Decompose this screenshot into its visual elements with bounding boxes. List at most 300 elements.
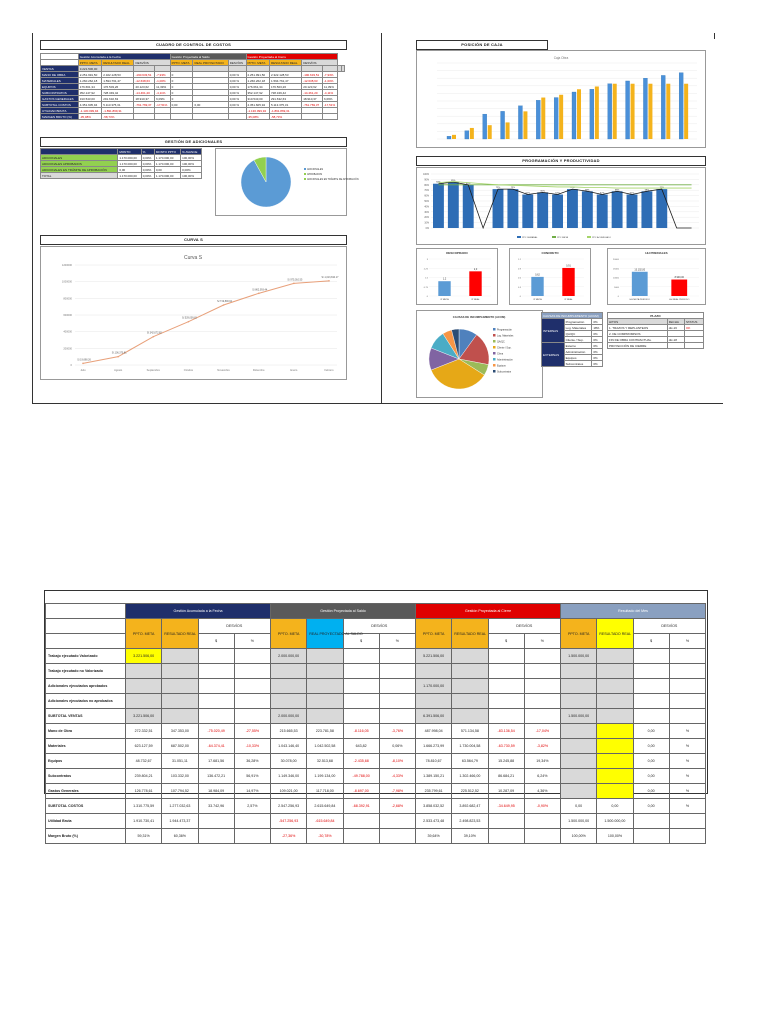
results-cell: [162, 664, 198, 679]
cost-row-label: VENTAS: [41, 66, 79, 72]
kpi-category-label: HH META PERIODO: [629, 299, 650, 301]
causas-legend-label: Cliente / Sup.: [497, 346, 512, 350]
curva-s-chart: [41, 247, 346, 379]
causas-legend-swatch: [493, 340, 496, 343]
prog-bar-label: 62%: [629, 192, 635, 195]
prog-ytick-label: 50%: [424, 201, 429, 203]
results-cell: 18.984,09: [198, 784, 234, 799]
cost-cell: 5.113.375,31: [269, 102, 301, 108]
results-row-label: Gastos Generales: [46, 784, 126, 799]
results-cell: [162, 679, 198, 694]
kpi-ytick-label: 0: [426, 296, 428, 298]
cost-cell: -7,93%: [155, 72, 170, 78]
caja-bar: [559, 95, 563, 139]
cost-cell: 310.543,00: [78, 96, 101, 102]
results-row-label: Utilidad Bruta: [46, 814, 126, 829]
adic-legend-swatch: [304, 168, 306, 170]
plazo-milestone: 1. TRAZOS Y REPLANTEOS: [608, 325, 668, 331]
cost-cell: -17,51%: [322, 102, 337, 108]
cost-cell: 0,00 %: [228, 90, 246, 96]
cost-subheader: REAL PROYECTADO: [193, 60, 228, 66]
cost-cell: 5.113.375,31: [102, 102, 134, 108]
results-cell: [561, 694, 597, 709]
results-cell: 1.500.000,00: [561, 709, 597, 724]
prog-legend-label: PPC ACUMULADO: [592, 237, 611, 239]
results-cell: 19,34%: [524, 754, 560, 769]
results-cell: [633, 649, 669, 664]
cost-cell: -761.769,37: [134, 102, 155, 108]
caja-bar: [679, 73, 683, 139]
adic-header: %: [141, 149, 154, 155]
curva-point: [152, 336, 154, 338]
curva-data-label: S/.975,010.55: [287, 278, 303, 282]
cost-cell: 291.632,63: [102, 96, 134, 102]
results-cell: 4,36%: [524, 784, 560, 799]
cost-cell: [193, 114, 228, 120]
kpi-descoprado-chart: [417, 249, 497, 304]
caja-bar: [523, 111, 527, 139]
cost-cell: 0,00 %: [228, 78, 246, 84]
kpi-bar: [531, 277, 543, 296]
results-cell: [452, 694, 488, 709]
prog-bar: [552, 192, 563, 228]
cost-cell: -58,73%: [102, 114, 134, 120]
results-cell: -2,68%: [379, 799, 415, 814]
results-cell: 2.547.256,93: [271, 799, 307, 814]
results-cell: 1.043.146,40: [271, 739, 307, 754]
adicionales-pie-panel: [215, 148, 359, 216]
results-cell: 3.858.032,52: [416, 799, 452, 814]
cost-cell: -1.891.869,31: [102, 108, 134, 114]
cost-cell: -1,00%: [155, 78, 170, 84]
results-cell: [488, 664, 524, 679]
caja-bar: [447, 136, 451, 139]
caja-bar: [518, 106, 522, 139]
causas-legend-label: Subcontratos: [497, 370, 512, 374]
results-cell: -30,78%: [307, 829, 343, 844]
causas-row-label: Subcontratos: [564, 361, 592, 367]
curva-title: Curva S: [183, 255, 203, 261]
cost-subheader: PPTO. META: [78, 60, 101, 66]
results-cell: 571.134,58: [452, 724, 488, 739]
results-subheader-ppto: PPTO. META: [561, 619, 597, 649]
results-cell: 1.500.000,00: [597, 814, 633, 829]
results-cell: [198, 829, 234, 844]
curva-s-title: CURVA S: [40, 235, 347, 245]
results-cell: [343, 649, 379, 664]
cost-cell: -35,08%: [246, 114, 269, 120]
results-cell: 1.389.150,21: [416, 769, 452, 784]
results-cell: 1.730.004,58: [452, 739, 488, 754]
results-subheader-row: [46, 619, 706, 634]
results-cell: -547.256,93: [271, 814, 307, 829]
results-row: [46, 799, 706, 814]
results-cell: 0,00: [597, 799, 633, 814]
cost-cell: -4,11%: [322, 90, 337, 96]
results-subheader-percent: %: [234, 634, 270, 649]
adic-row-label: ADICIONALES: [41, 155, 118, 161]
results-cell: [271, 679, 307, 694]
results-cell: [379, 814, 415, 829]
prog-bar: [656, 189, 667, 228]
results-row-label: Subcontratos: [46, 769, 126, 784]
curva-xtick-label: Octubre: [183, 369, 194, 372]
prog-bar: [612, 191, 623, 228]
cost-cell: 20.123,62: [302, 84, 323, 90]
caja-bar: [470, 128, 474, 139]
cost-cell: 0,00: [170, 102, 193, 108]
plazo-header: STATUS: [685, 319, 704, 325]
causas-row-label: Administración: [564, 349, 592, 355]
kpi-concreto-panel: [509, 248, 591, 305]
adic-cell: 0,00%: [141, 161, 154, 167]
results-cell: [561, 784, 597, 799]
cost-cell: 1.260.262,18: [246, 78, 269, 84]
kpi-descoprado-panel: [416, 248, 498, 305]
results-subheader-amount: $: [488, 634, 524, 649]
adicionales-title: GESTIÓN DE ADICIONALES: [40, 137, 347, 147]
results-row-label: Equipos: [46, 754, 126, 769]
cost-cell: 0,00 %: [228, 72, 246, 78]
results-row-label: SUBTOTAL VENTAS: [46, 709, 126, 724]
adic-row: [41, 173, 202, 179]
causas-legend-label: Log. Materiales: [497, 334, 514, 338]
results-cell: %: [669, 784, 705, 799]
prog-bar-label: 82%: [436, 181, 441, 184]
plazo-header: HITOS: [608, 319, 668, 325]
results-subheader-desvios: DESVÍOS: [633, 619, 706, 634]
prog-legend-label: PPC SEMANAL: [522, 237, 538, 239]
curva-xtick-label: Septiembre: [146, 369, 160, 372]
prog-bar-label: 68%: [614, 189, 620, 192]
results-cell: 1.666.273,99: [416, 739, 452, 754]
results-row: [46, 679, 706, 694]
caja-bar: [661, 75, 665, 139]
results-cell: [669, 694, 705, 709]
results-cell: [307, 709, 343, 724]
results-cell: [452, 679, 488, 694]
cost-cell: [134, 114, 155, 120]
causas-legend-swatch: [493, 346, 496, 349]
cost-cell: 352.147,92: [78, 90, 101, 96]
results-cell: -17,04%: [524, 724, 560, 739]
cost-cell: 0: [170, 72, 193, 78]
results-cell: -8.116,05: [343, 724, 379, 739]
cost-row-label: GASTOS GENERALES: [41, 96, 79, 102]
cost-cell: -14.461,20: [302, 90, 323, 96]
causas-row-value: 0%: [592, 349, 603, 355]
results-row: [46, 769, 706, 784]
caja-bar: [483, 114, 487, 139]
kpi-bar: [562, 268, 574, 296]
results-cell: [162, 709, 198, 724]
kpi-hh-chart: [608, 249, 705, 304]
causas-side-label: INTERNAS: [542, 319, 565, 343]
results-row-label: Trabajo ejecutado Valorizado: [46, 649, 126, 664]
results-cell: [343, 709, 379, 724]
results-cell: 225.512,52: [452, 784, 488, 799]
results-cell: 3.221.506,00: [126, 709, 162, 724]
cost-cell: 1.594.761,47: [102, 78, 134, 84]
plazo-date: [667, 343, 684, 349]
adic-legend-label: ADICIONALES EN TRÁMITE DE APROBACIÓN: [307, 178, 359, 181]
results-row: [46, 649, 706, 664]
cost-cell: 2.322.128,53: [269, 72, 301, 78]
results-cell: 39,10%: [452, 829, 488, 844]
results-cell: 6.391.506,00: [416, 709, 452, 724]
prog-bar-label: 72%: [510, 187, 516, 190]
cost-cell: 2.322.128,53: [102, 72, 134, 78]
results-row-label: SUBTOTAL COSTOS: [46, 799, 126, 814]
cost-subheader: DESVÍOS: [228, 60, 246, 66]
causas-row-value: 0%: [592, 337, 603, 343]
results-cell: -68.392,91: [343, 799, 379, 814]
results-cell: [633, 829, 669, 844]
plazo-date: dic-16: [667, 325, 684, 331]
results-cell: [416, 694, 452, 709]
cost-cell: -1.130.099,94: [78, 108, 101, 114]
curva-ytick-label: 800000: [63, 297, 72, 301]
curva-ytick-label: 1000000: [61, 280, 72, 284]
kpi-ytick-label: 3: [426, 259, 428, 261]
cost-subheader: RESULTADO REAL: [269, 60, 301, 66]
prog-ytick-label: 80%: [424, 184, 429, 187]
prog-bar-label: 62%: [525, 192, 530, 195]
results-cell: [597, 769, 633, 784]
kpi-bar-value: 8.900,00: [674, 276, 684, 280]
results-cell: 31.051,11: [162, 754, 198, 769]
programacion-chart: [417, 168, 705, 244]
results-row: [46, 754, 706, 769]
results-group-header: Resultado del Mes: [561, 604, 706, 619]
results-cell: 1.944.473,37: [162, 814, 198, 829]
results-cell: [597, 664, 633, 679]
results-cell: 100,00%: [561, 829, 597, 844]
adic-cell: 1.170.000,00: [118, 173, 141, 179]
kpi-hh-panel: [607, 248, 706, 305]
results-cell: -27,55%: [234, 724, 270, 739]
results-cell: [379, 664, 415, 679]
results-cell: [669, 649, 705, 664]
causas-side-label: EXTERNAS: [542, 343, 565, 367]
cost-cell: -1,00%: [322, 78, 337, 84]
results-subheader-percent: %: [524, 634, 560, 649]
results-cell: [669, 679, 705, 694]
cost-row-label: SUBTOTAL COSTOS: [41, 102, 79, 108]
results-cell: %: [669, 799, 705, 814]
results-cell: -2.435,68: [343, 754, 379, 769]
results-cell: [198, 664, 234, 679]
kpi-bar-value: 2,0: [473, 267, 478, 271]
results-cell: 63.564,79: [452, 754, 488, 769]
results-row-label: Trabajo ejecutado no Valorizado: [46, 664, 126, 679]
curva-xtick-label: Julio: [80, 369, 86, 372]
results-cell: 1.277.032,63: [162, 799, 198, 814]
results-cell: -49.788,00: [343, 769, 379, 784]
kpi-ytick-label: 10000: [612, 277, 619, 280]
results-cell: 117.718,00: [307, 784, 343, 799]
curva-point: [117, 356, 119, 358]
results-row-label: Adicionales ejecutados no aprobados: [46, 694, 126, 709]
results-cell: 1.500.000,00: [561, 649, 597, 664]
causas-pie-chart: [417, 311, 542, 397]
results-subheader-amount: $: [198, 634, 234, 649]
results-cell: -34.649,95: [488, 799, 524, 814]
adic-cell: 0,00: [118, 167, 141, 173]
results-cell: 215.665,53: [271, 724, 307, 739]
results-cell: [234, 664, 270, 679]
results-cell: -3,82%: [524, 739, 560, 754]
prog-bar-label: 85%: [451, 180, 456, 183]
cost-cell: -58,73%: [269, 114, 301, 120]
kpi-category-label: IP META: [533, 299, 542, 301]
kpi-ytick-label: 1.5: [424, 277, 428, 280]
results-cell: 0,00: [561, 799, 597, 814]
cost-cell: [228, 114, 246, 120]
results-cell: [669, 814, 705, 829]
results-subheader-percent: %: [379, 634, 415, 649]
results-cell: [198, 694, 234, 709]
prog-ytick-label: 90%: [424, 179, 429, 182]
results-cell: 2,57%: [234, 799, 270, 814]
results-cell: 2.498.823,53: [452, 814, 488, 829]
causas-legend-swatch: [493, 352, 496, 355]
adic-header: MONTO PPTO: [154, 149, 180, 155]
caja-bar: [452, 135, 456, 139]
results-cell: 0,00: [633, 754, 669, 769]
results-cell: 100,00%: [597, 829, 633, 844]
cost-cell: 4.351.605,94: [78, 102, 101, 108]
prog-bar-label: 72%: [570, 187, 575, 190]
results-subheader-amount: $: [633, 634, 669, 649]
causas-legend-label: Equipos: [497, 364, 506, 368]
curva-xtick-label: Enero: [290, 369, 298, 372]
cost-cell: 0: [170, 78, 193, 84]
results-cell: [162, 694, 198, 709]
cost-cell: 728.349,42: [269, 90, 301, 96]
cost-cell: 728.349,42: [102, 90, 134, 96]
results-cell: 36,28%: [234, 754, 270, 769]
results-row: [46, 664, 706, 679]
plazo-header: FECHA: [667, 319, 684, 325]
caja-bar: [541, 98, 545, 139]
adic-row-label: ADICIONALES EN TRÁMITE DE APROBACIÓN: [41, 167, 118, 173]
caja-bar: [608, 84, 612, 139]
cost-cell: 18.910,37: [134, 96, 155, 102]
results-cell: [488, 679, 524, 694]
prog-bar-label: 80%: [466, 182, 471, 185]
results-cell: 0,06%: [379, 739, 415, 754]
results-cell: 32.513,68: [307, 754, 343, 769]
causas-row-label: Log. Materiales: [564, 325, 592, 331]
cost-row-label: UTILIDAD BRUTA: [41, 108, 79, 114]
kpi-ytick-label: 0: [617, 296, 619, 298]
results-cell: 487.998,04: [416, 724, 452, 739]
results-row-label: Adicionales ejecutados aprobados: [46, 679, 126, 694]
results-cell: [234, 694, 270, 709]
results-cell: 107.794,52: [162, 784, 198, 799]
adic-cell: 1.170.000,00: [154, 173, 180, 179]
prog-bar: [537, 192, 548, 228]
cost-cell: -12.638,63: [134, 78, 155, 84]
results-cell: [633, 709, 669, 724]
prog-bar: [582, 191, 593, 228]
results-cell: 235.799,61: [416, 784, 452, 799]
results-row: [46, 694, 706, 709]
caja-panel: [416, 50, 706, 148]
adic-cell: 0,00%: [141, 155, 154, 161]
causas-pie-panel: [416, 310, 543, 398]
results-subheader-ppto: PPTO. META: [126, 619, 162, 649]
results-cell: [343, 829, 379, 844]
cost-subheader: DESVÍOS: [302, 60, 338, 66]
results-cell: 687.502,00: [162, 739, 198, 754]
cost-cell: 11,39%: [322, 84, 337, 90]
results-cell: 3.892.682,47: [452, 799, 488, 814]
curva-ytick-label: 400000: [63, 330, 72, 334]
adic-header: MONTO: [118, 149, 141, 155]
curva-xtick-label: Noviembre: [217, 369, 230, 372]
causas-row-label: QA/QC: [564, 331, 592, 337]
prog-bar: [448, 182, 459, 228]
results-cell: [669, 829, 705, 844]
kpi-bar: [438, 281, 450, 296]
results-cell: [488, 829, 524, 844]
results-cell: 1.199.134,00: [307, 769, 343, 784]
results-cell: 1.310.775,59: [126, 799, 162, 814]
prog-ytick-label: 40%: [424, 206, 429, 209]
results-cell: [633, 679, 669, 694]
causas-legend-swatch: [493, 364, 496, 367]
plazo-milestone: PROYECCIÓN DE CIERRE: [608, 343, 668, 349]
cost-cell: 352.147,92: [246, 90, 269, 96]
results-cell: [561, 724, 597, 739]
results-cell: 0,00: [633, 769, 669, 784]
results-cell: 86.684,21: [488, 769, 524, 784]
curva-ytick-label: 200000: [63, 347, 72, 351]
curva-point: [328, 280, 330, 282]
results-cell: 48.732,67: [126, 754, 162, 769]
results-cell: [379, 679, 415, 694]
prog-bar: [522, 192, 533, 228]
adic-cell: 100,00%: [181, 161, 202, 167]
curva-data-label: S/.1,013,810.17: [321, 275, 339, 279]
results-cell: 15.245,88: [488, 754, 524, 769]
results-cell: -64.374,41: [198, 739, 234, 754]
adic-row-label: TOTAL: [41, 173, 118, 179]
results-cell: 2.000.000,00: [271, 709, 307, 724]
results-cell: [597, 679, 633, 694]
prog-bar-label: 66%: [540, 190, 545, 193]
results-cell: [561, 739, 597, 754]
curva-point: [82, 363, 84, 365]
causas-row-value: 0%: [592, 355, 603, 361]
causas-legend-swatch: [493, 370, 496, 373]
results-cell: [343, 664, 379, 679]
results-cell: 272.332,51: [126, 724, 162, 739]
causas-row-value: 18%: [592, 325, 603, 331]
caja-bar: [590, 89, 594, 139]
kpi-ytick-label: 1.2: [517, 259, 521, 261]
results-cell: 623.127,59: [126, 739, 162, 754]
results-cell: [343, 679, 379, 694]
results-cell: [597, 694, 633, 709]
caja-bar: [666, 84, 670, 139]
causas-pie-title: CAUSAS DE INCUMPLIMIENTO (ACUM): [452, 315, 506, 319]
adicionales-table: [40, 148, 202, 179]
results-cell: [343, 694, 379, 709]
adic-cell: 100,00%: [181, 173, 202, 179]
